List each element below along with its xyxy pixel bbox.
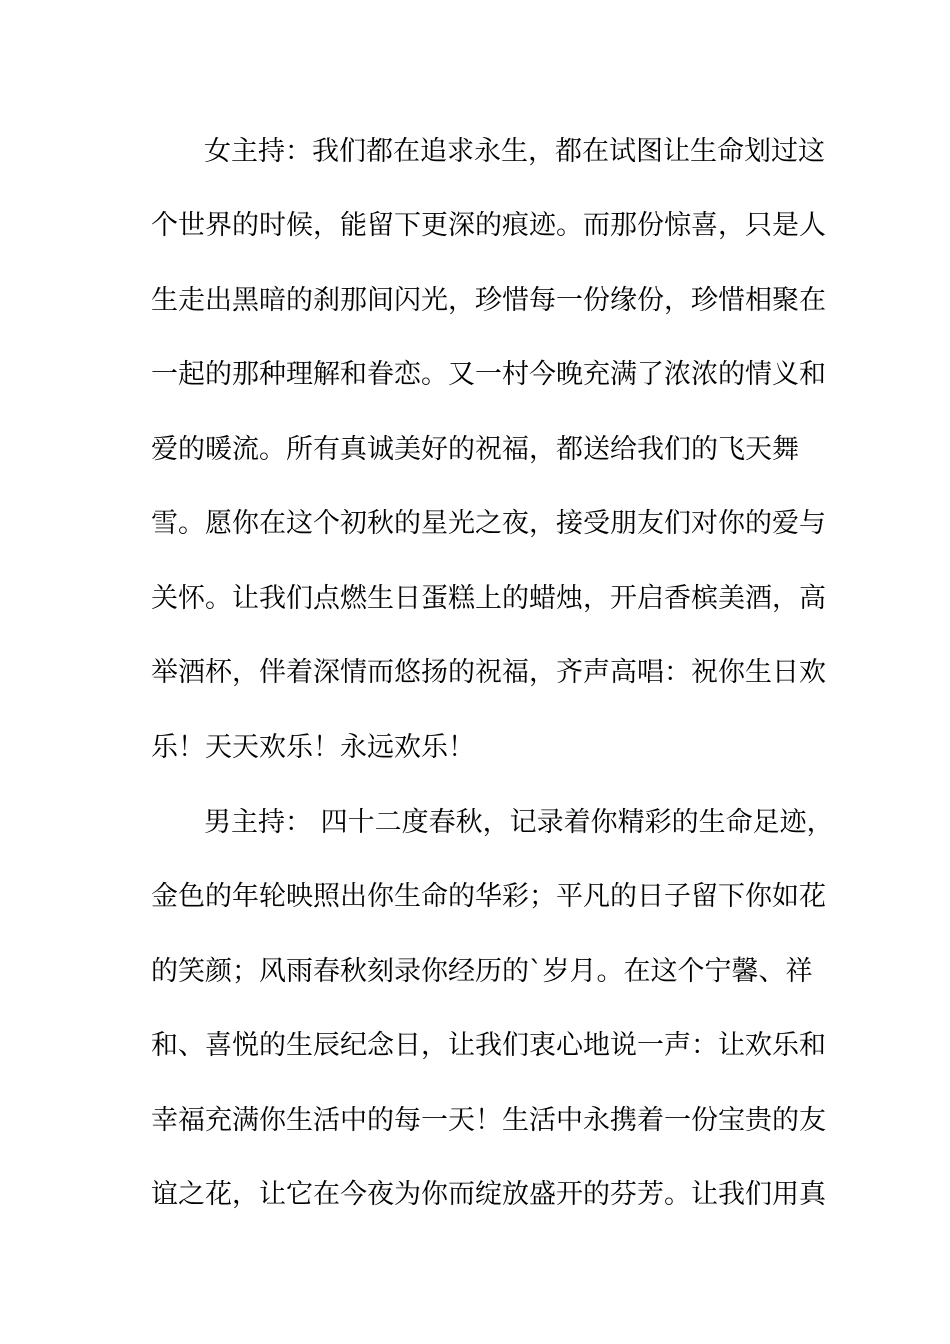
paragraph-line: 的笑颜；风雨春秋刻录你经历的`岁月。在这个宁馨、祥 xyxy=(151,956,813,987)
paragraph-line: 金色的年轮映照出你生命的华彩；平凡的日子留下你如花 xyxy=(151,881,826,912)
paragraph-line: 和、喜悦的生辰纪念日，让我们衷心地说一声：让欢乐和 xyxy=(151,1030,826,1061)
paragraph-line: 雪。愿你在这个初秋的星光之夜，接受朋友们对你的爱与 xyxy=(151,508,826,539)
paragraph-line: 爱的暖流。所有真诚美好的祝福，都送给我们的飞天舞 xyxy=(151,434,799,465)
paragraph-line: 谊之花，让它在今夜为你而绽放盛开的芬芳。让我们用真 xyxy=(151,1179,826,1210)
paragraph-line: 生走出黑暗的刹那间闪光，珍惜每一份缘份，珍惜相聚在 xyxy=(151,285,826,316)
paragraph-line: 关怀。让我们点燃生日蛋糕上的蜡烛，开启香槟美酒，高 xyxy=(151,583,826,614)
paragraph-line: 乐！天天欢乐！永远欢乐！ xyxy=(151,732,475,763)
paragraph-line: 举酒杯，伴着深情而悠扬的祝福，齐声高唱：祝你生日欢 xyxy=(151,657,826,688)
paragraph-line: 个世界的时候，能留下更深的痕迹。而那份惊喜，只是人 xyxy=(151,210,826,241)
paragraph-line: 幸福充满你生活中的每一天！生活中永携着一份宝贵的友 xyxy=(151,1105,826,1136)
paragraph-line: 女主持：我们都在追求永生，都在试图让生命划过这 xyxy=(204,136,825,167)
paragraph-line: 男主持： 四十二度春秋，记录着你精彩的生命足迹， xyxy=(204,807,834,838)
paragraph-line: 一起的那种理解和眷恋。又一村今晚充满了浓浓的情义和 xyxy=(151,359,826,390)
